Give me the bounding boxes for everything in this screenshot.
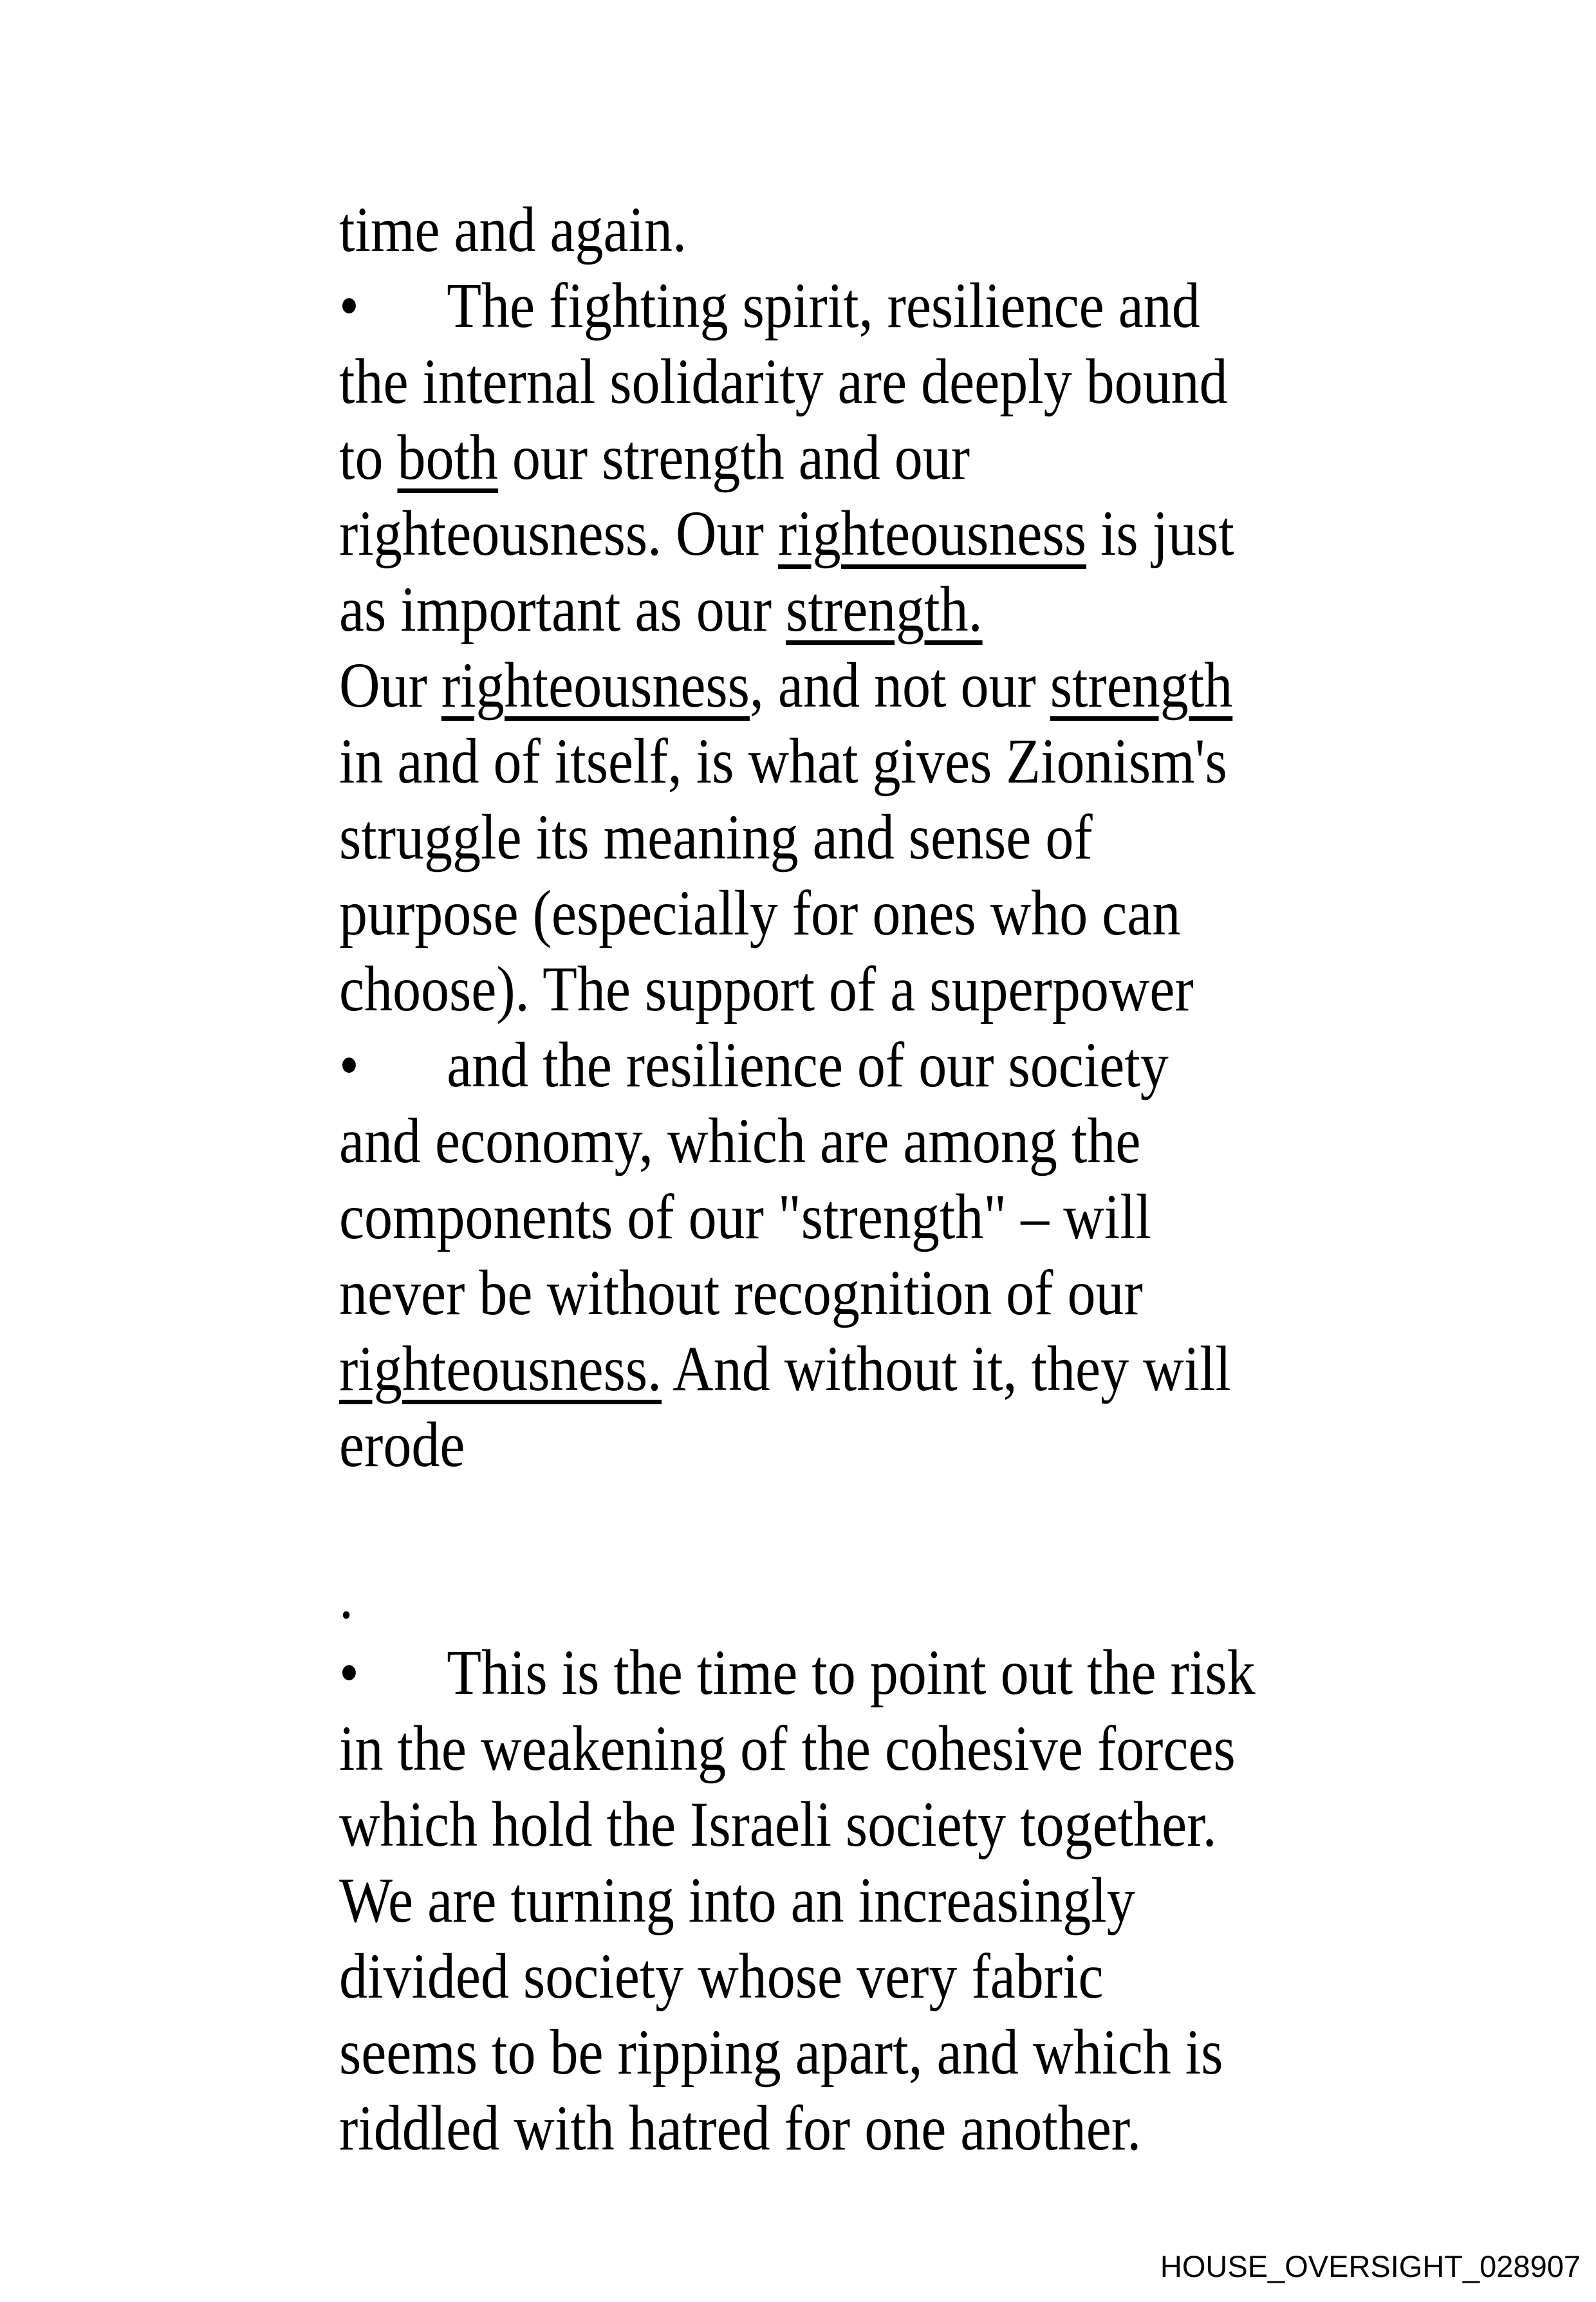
document-text <box>339 192 1256 2166</box>
underlined-text: both <box>397 422 498 493</box>
text-line <box>339 344 1256 420</box>
text-line <box>339 1179 1256 1255</box>
text-segment: the internal solidarity are deeply bound <box>339 346 1228 417</box>
text-line <box>339 1331 1256 1407</box>
text-line <box>339 1938 1256 2014</box>
text-line <box>339 2014 1256 2090</box>
text-segment: and economy, which are among the <box>339 1105 1141 1176</box>
text-segment: choose). The support of a superpower <box>339 953 1194 1025</box>
text-line <box>339 1635 1256 1711</box>
text-segment: We are turning into an increasingly <box>339 1864 1135 1936</box>
text-line <box>339 420 1256 496</box>
text-line <box>339 799 1256 875</box>
text-segment: divided society whose very fabric <box>339 1940 1104 2012</box>
text-segment: struggle its meaning and sense of <box>339 801 1093 873</box>
text-line <box>339 723 1256 799</box>
text-segment: our strength and our <box>497 422 970 493</box>
text-segment: Our <box>339 649 441 721</box>
text-segment: in the weakening of the cohesive forces <box>339 1713 1236 1784</box>
text-segment: And without it, they will <box>662 1333 1231 1404</box>
text-line <box>339 1711 1256 1787</box>
bates-stamp: HOUSE_OVERSIGHT_028907 <box>1160 2249 1581 2283</box>
text-line <box>339 1103 1256 1179</box>
text-line <box>339 1862 1256 1938</box>
text-segment: . <box>339 1561 353 1632</box>
text-segment: time and again. <box>339 194 687 265</box>
underlined-text: strength. <box>786 573 983 645</box>
text-segment: seems to be ripping apart, and which is <box>339 2016 1223 2088</box>
text-line <box>339 496 1256 571</box>
text-segment: to <box>339 422 398 493</box>
underlined-text: righteousness. <box>339 1333 662 1404</box>
text-line <box>339 192 1256 268</box>
underlined-text: righteousness <box>441 649 750 721</box>
underlined-text: righteousness <box>777 497 1086 569</box>
bullet-icon: • <box>339 1637 359 1708</box>
text-segment: The fighting spirit, resilience and <box>447 270 1200 341</box>
text-line <box>339 875 1256 951</box>
underlined-text: strength <box>1050 649 1233 721</box>
blank-line <box>339 1483 1256 1559</box>
bullet-icon: • <box>339 1029 359 1100</box>
text-line <box>339 571 1256 647</box>
text-line <box>339 268 1256 344</box>
text-segment: , and not our <box>749 649 1050 721</box>
text-segment: as important as our <box>339 573 786 645</box>
text-line <box>339 1407 1256 1483</box>
text-segment: never be without recognition of our <box>339 1257 1143 1328</box>
text-line <box>339 951 1256 1027</box>
text-line <box>339 647 1256 723</box>
text-line <box>339 1255 1256 1331</box>
text-segment: which hold the Israeli society together. <box>339 1788 1217 1860</box>
text-line <box>339 2090 1256 2166</box>
text-segment: is just <box>1086 497 1234 569</box>
text-segment: purpose (especially for ones who can <box>339 877 1181 949</box>
bullet-icon: • <box>339 270 359 341</box>
text-segment: erode <box>339 1409 465 1480</box>
text-line <box>339 1027 1256 1103</box>
text-segment: and the resilience of our society <box>447 1029 1169 1100</box>
text-segment: righteousness. Our <box>339 497 778 569</box>
text-segment: riddled with hatred for one another. <box>339 2092 1142 2164</box>
text-line <box>339 1787 1256 1862</box>
text-line <box>339 1559 1256 1635</box>
text-segment: in and of itself, is what gives Zionism's <box>339 725 1227 797</box>
text-segment: components of our "strength" – will <box>339 1181 1152 1252</box>
text-segment: This is the time to point out the risk <box>447 1637 1256 1708</box>
